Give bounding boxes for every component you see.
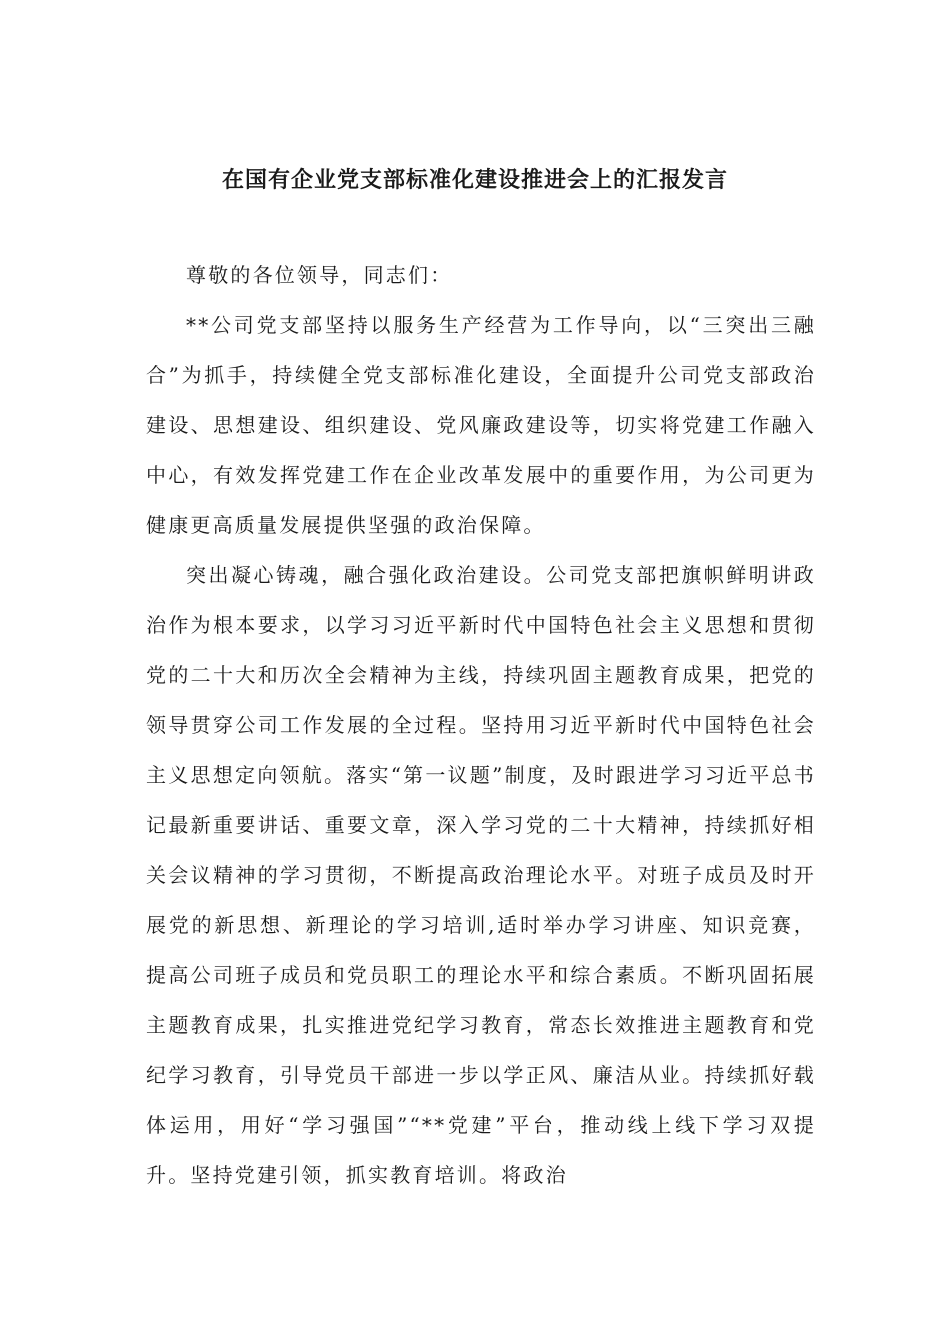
document-body <box>146 250 816 1200</box>
document-title: 在国有企业党支部标准化建设推进会上的汇报发言 <box>221 167 728 193</box>
salutation: 尊敬的各位领导，同志们： <box>186 263 453 287</box>
paragraph-intro: **公司党支部坚持以服务生产经营为工作导向，以“三突出三融合”为抓手，持续健全党支部标准化建设，全面提升公司党支部政治建设、思想建设、组织建设、党风廉政建设等，切实将党建工作融入中心，有效发挥党建工作在企业改革发展中的重要作用，为公司更为健康更高质量发展提供坚强的政治保障。 <box>146 313 816 537</box>
paragraph-political-building: 突出凝心铸魂，融合强化政治建设。公司党支部把旗帜鲜明讲政治作为根本要求，以学习习近平新时代中国特色社会主义思想和贯彻党的二十大和历次全会精神为主线，持续巩固主题教育成果，把党的领导贯穿公司工作发展的全过程。坚持用习近平新时代中国特色社会主义思想定向领航。落实“第一议题”制度，及时跟进学习习近平总书记最新重要讲话、重要文章，深入学习党的二十大精神，持续抓好相关会议精神的学习贯彻，不断提高政治理论水平。对班子成员及时开展党的新思想、新理论的学习培训,适时举办学习讲座、知识竞赛，提高公司班子成员和党员职工的理论水平和综合素质。不断巩固拓展主题教育成果，扎实推进党纪学习教育，常态长效推进主题教育和党纪学习教育，引导党员干部进一步以学正风、廉洁从业。持续抓好载体运用，用好“学习强国”“**党建”平台，推动线上线下学习双提升。坚持党建引领，抓实教育培训。将政治 <box>146 563 816 1187</box>
